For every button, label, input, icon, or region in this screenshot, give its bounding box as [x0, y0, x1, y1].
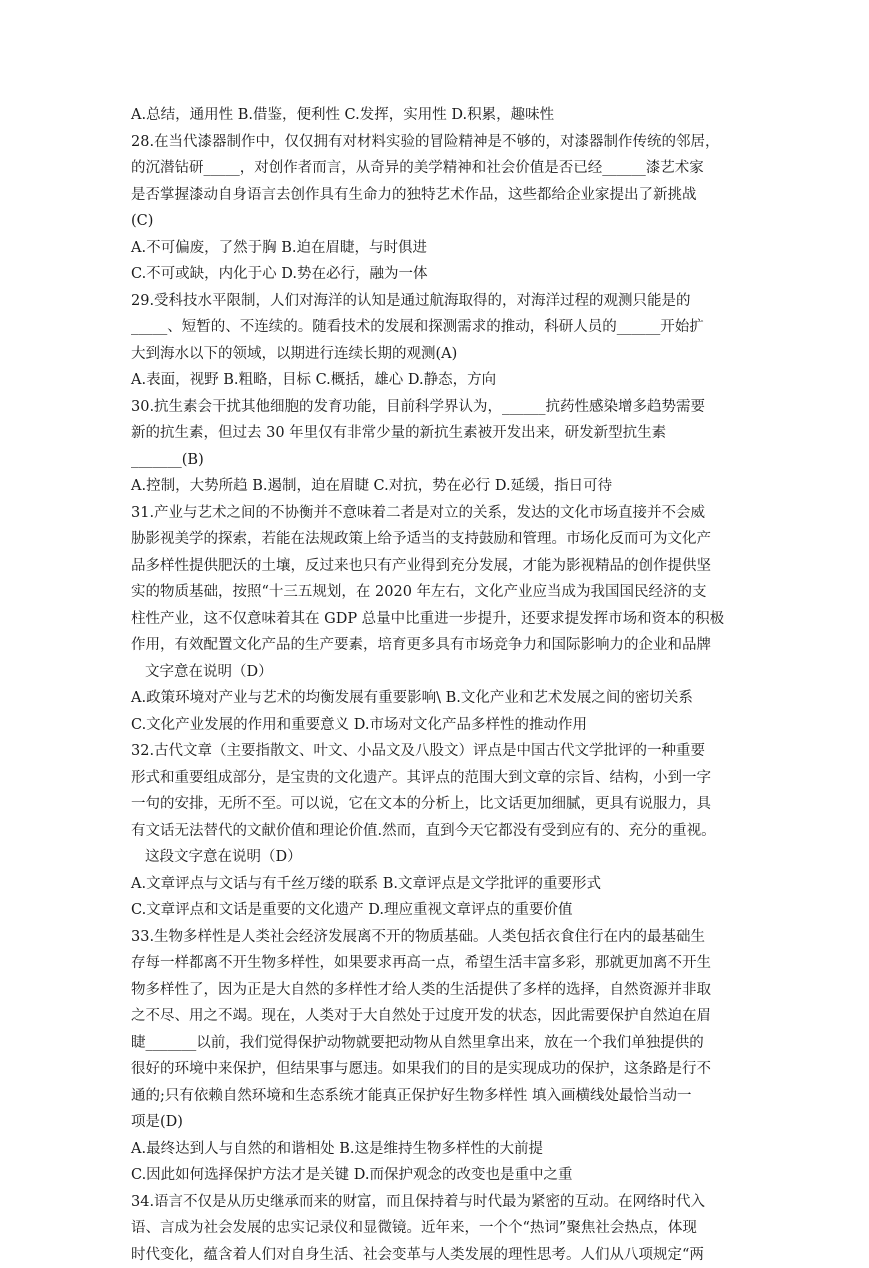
document-page	[131, 102, 741, 1268]
text-line: 文字意在说明（D）	[131, 659, 741, 686]
text-line: 新的抗生素，但过去 30 年里仅有非常少量的新抗生素被开发出来，研发新型抗生素	[131, 420, 741, 447]
text-line: 胁影视美学的探索，若能在法规政策上给予适当的支持鼓励和管理。市场化反而可为文化产	[131, 526, 741, 553]
text-line: 31.产业与艺术之间的不协衡并不意味着二者是对立的关系，发达的文化市场直接并不会威	[131, 500, 741, 527]
text-line: 语、言成为社会发展的忠实记录仪和显微镜。近年来，一个个“热词”聚焦社会热点，体现	[131, 1215, 741, 1242]
text-line: A.最终达到人与自然的和谐相处 B.这是维持生物多样性的大前提	[131, 1136, 741, 1163]
text-line: 作用，有效配置文化产品的生产要素，培育更多具有市场竞争力和国际影响力的企业和品牌	[131, 632, 741, 659]
text-line: A.政策环境对产业与艺术的均衡发展有重要影响\ B.文化产业和艺术发展之间的密切关系	[131, 685, 741, 712]
text-line: C.文化产业发展的作用和重要意义 D.市场对文化产品多样性的推动作用	[131, 712, 741, 739]
text-line: 项是(D)	[131, 1109, 741, 1136]
text-line: 33.生物多样性是人类社会经济发展离不开的物质基础。人类包括衣食住行在内的最基础生	[131, 924, 741, 951]
text-line: 32.古代文章（主要指散文、叶文、小品文及八股文）评点是中国古代文学批评的一种重要	[131, 738, 741, 765]
text-line: 形式和重要组成部分，是宝贵的文化遗产。其评点的范围大到文章的宗旨、结构，小到一字	[131, 765, 741, 792]
text-line: 是否掌握漆动自身语言去创作具有生命力的独特艺术作品，这些都给企业家提出了新挑战	[131, 182, 741, 209]
text-line: A.不可偏废，了然于胸 B.迫在眉睫，与时俱进	[131, 235, 741, 262]
text-line: 柱性产业，这不仅意味着其在 GDP 总量中比重进一步提升，还要求提发挥市场和资本的积极	[131, 606, 741, 633]
text-line: _____、短暂的、不连续的。随看技术的发展和探测需求的推动，科研人员的______开始扩	[131, 314, 741, 341]
text-line: 有文话无法替代的文献价值和理论价值.然而，直到今天它都没有受到应有的、充分的重视。	[131, 818, 741, 845]
text-line: 存每一样都离不开生物多样性，如果要求再高一点，希望生活丰富多彩，那就更加离不开生	[131, 950, 741, 977]
text-line: 睫_______以前，我们觉得保护动物就要把动物从自然里拿出来，放在一个我们单独提供的	[131, 1030, 741, 1057]
text-line: C.文章评点和文话是重要的文化遗产 D.理应重视文章评点的重要价值	[131, 897, 741, 924]
text-line: 28.在当代漆器制作中，仅仅拥有对材料实验的冒险精神是不够的，对漆器制作传统的邻居，	[131, 129, 741, 156]
text-line: C.不可或缺，内化于心 D.势在必行，融为一体	[131, 261, 741, 288]
text-line: 这段文字意在说明（D）	[131, 844, 741, 871]
text-line: 时代变化，蕴含着人们对自身生活、社会变革与人类发展的理性思考。人们从八项规定“两	[131, 1242, 741, 1268]
text-line: 物多样性了，因为正是大自然的多样性才给人类的生活提供了多样的选择，自然资源并非取	[131, 977, 741, 1004]
text-line: _______(B)	[131, 447, 741, 474]
text-line: 29.受科技水平限制，人们对海洋的认知是通过航海取得的，对海洋过程的观测只能是的	[131, 288, 741, 315]
text-line: 30.抗生素会干扰其他细胞的发育功能，目前科学界认为，______抗药性感染增多趋势需要	[131, 394, 741, 421]
text-line: 34.语言不仅是从历史继承而来的财富，而且保持着与时代最为紧密的互动。在网络时代入	[131, 1189, 741, 1216]
text-line: 实的物质基础，按照“十三五规划，在 2020 年左右，文化产业应当成为我国国民经济的支	[131, 579, 741, 606]
text-line: A.文章评点与文话与有千丝万缕的联系 B.文章评点是文学批评的重要形式	[131, 871, 741, 898]
text-line: A.总结，通用性 B.借鉴，便利性 C.发挥，实用性 D.积累，趣味性	[131, 102, 741, 129]
text-line: A.表面，视野 B.粗略，目标 C.概括，雄心 D.静态，方向	[131, 367, 741, 394]
text-line: 的沉潜钻研_____，对创作者而言，从奇异的美学精神和社会价值是否已经______漆艺术家	[131, 155, 741, 182]
text-line: 很好的环境中来保护，但结果事与愿违。如果我们的目的是实现成功的保护，这条路是行不	[131, 1056, 741, 1083]
text-line: A.控制，大势所趋 B.遏制，迫在眉睫 C.对抗，势在必行 D.延缓，指日可待	[131, 473, 741, 500]
text-line: 品多样性提供肥沃的土壤，反过来也只有产业得到充分发展，才能为影视精品的创作提供坚	[131, 553, 741, 580]
text-line: 通的;只有依赖自然环境和生态系统才能真正保护好生物多样性 填入画横线处最恰当动一	[131, 1083, 741, 1110]
text-line: 大到海水以下的领域，以期进行连续长期的观测(A)	[131, 341, 741, 368]
text-line: (C)	[131, 208, 741, 235]
text-line: 之不尽、用之不竭。现在，人类对于大自然处于过度开发的状态，因此需要保护自然迫在眉	[131, 1003, 741, 1030]
text-line: 一句的安排，无所不至。可以说，它在文本的分析上，比文话更加细腻，更具有说服力，具	[131, 791, 741, 818]
text-line: C.因此如何选择保护方法才是关键 D.而保护观念的改变也是重中之重	[131, 1162, 741, 1189]
